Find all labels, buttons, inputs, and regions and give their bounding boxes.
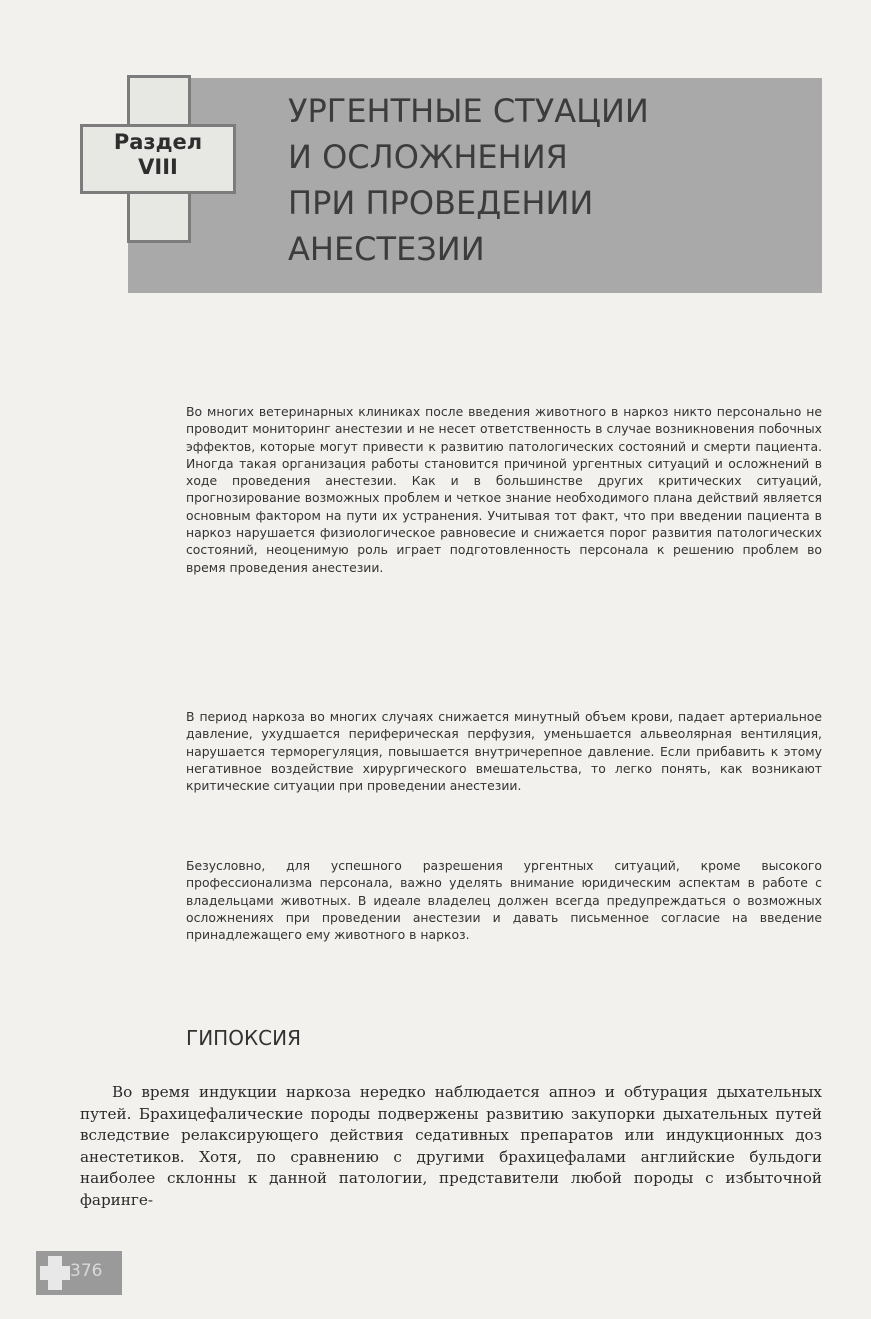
intro-paragraph: Во многих ветеринарных клиниках после введения животного в наркоз никто персонально не проводит мониторинг анестезии и не несет ответственность в случае возникновения побочных эффектов, которые могут привести к развитию патологических состояний и смерти пациента. Иногда такая организация работы становится причиной ургентных ситуаций и осложнений в ходе проведения анестезии. Как и в большинстве других критических ситуаций, прогнозирование возможных проблем и четкое знание необходимого плана действий является основным фактором на пути их устранения. Учитывая тот факт, что при введении пациента в наркоз нарушается физиологическое равновесие и снижается порог развития патологических состояний, неоценимую роль играет подготовленность персонала к решению проблем во время проведения анестезии. [186, 404, 822, 575]
body-paragraph: Во время индукции наркоза нередко наблюдается апноэ и обтурация дыхательных путей. Брахицефалические породы подвержены развитию закупорки дыхательных путей вследствие релаксирующего действия седативных препаратов или индукционных доз анестетиков. Хотя, по сравнению с другими брахицефалами английские бульдоги наиболее склонны к данной патологии, представители любой породы с избыточной фаринге- [80, 1083, 822, 1209]
page-number: 376 [70, 1261, 103, 1281]
section-title-line: АНЕСТЕЗИИ [288, 230, 485, 268]
section-label-word: Раздел [113, 130, 203, 154]
section-title-line: И ОСЛОЖНЕНИЯ [288, 138, 568, 176]
subheading: ГИПОКСИЯ [186, 1026, 301, 1050]
section-title-line: ПРИ ПРОВЕДЕНИИ [288, 184, 594, 222]
section-label [80, 130, 236, 180]
section-title-line: УРГЕНТНЫЕ СТУАЦИИ [288, 92, 649, 130]
intro-paragraph: Безусловно, для успешного разрешения ургентных ситуаций, кроме высокого профессионализма персонала, важно уделять внимание юридическим аспектам в работе с владельцами животных. В идеале владелец должен всегда предупреждаться о возможных осложнениях при проведении анестезии и давать письменное согласие на введение принадлежащего ему животного в наркоз. [186, 858, 822, 943]
section-title [288, 88, 808, 272]
section-label-number: VIII [138, 155, 178, 179]
page-cross-icon-bar [40, 1266, 70, 1280]
intro-paragraph: В период наркоза во многих случаях снижается минутный объем крови, падает артериальное давление, ухудшается периферическая перфузия, уменьшается альвеолярная вентиляция, нарушается терморегуляция, повышается внутричерепное давление. Если прибавить к этому негативное воздействие хирургического вмешательства, то легко понять, как возникают критические ситуации при проведении анестезии. [186, 709, 822, 794]
